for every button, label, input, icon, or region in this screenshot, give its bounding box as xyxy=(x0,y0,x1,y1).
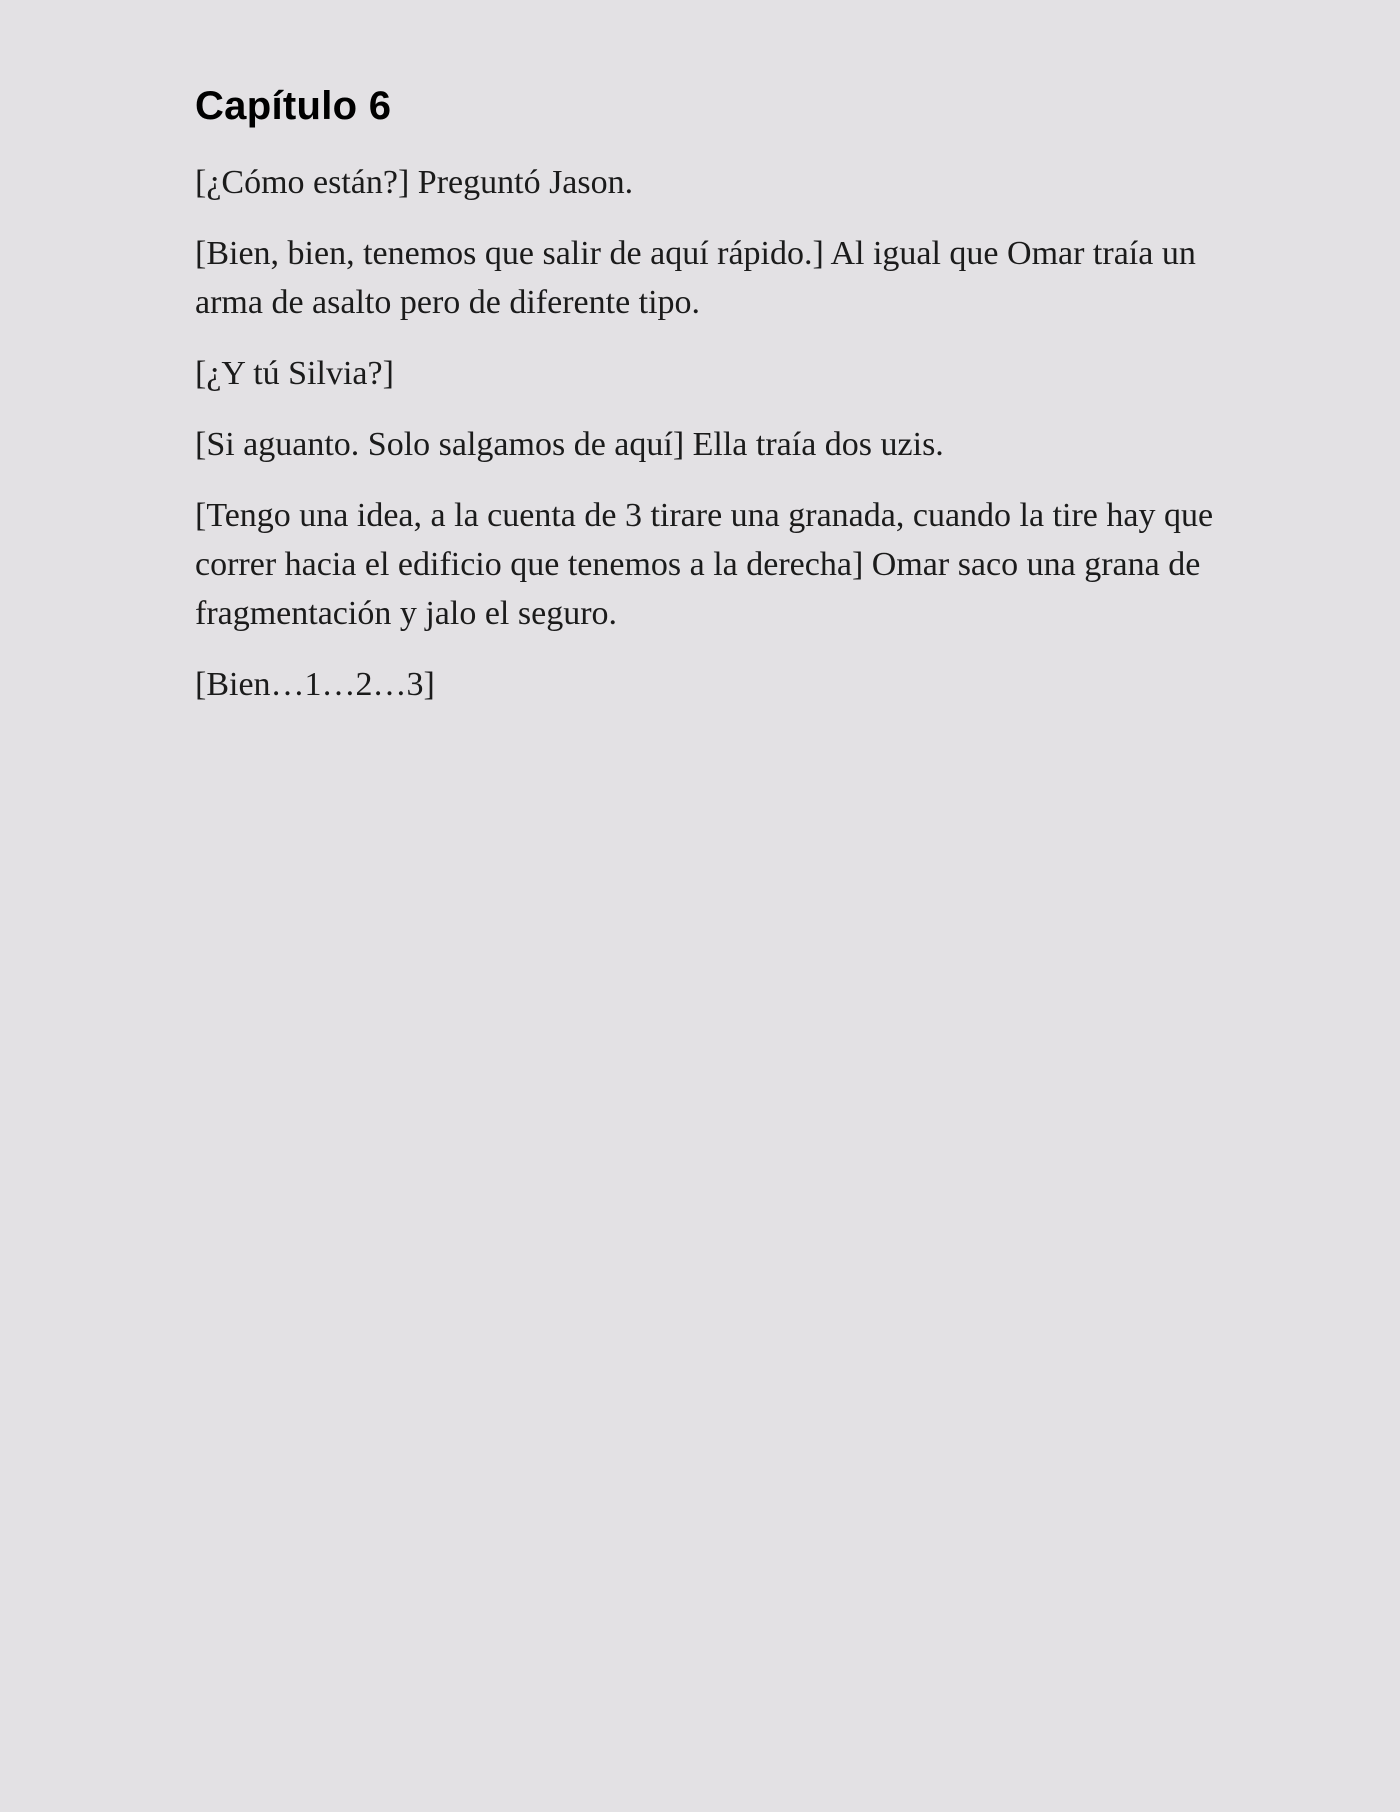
paragraph: [¿Cómo están?] Preguntó Jason. xyxy=(195,164,634,201)
paragraph: [Bien, bien, tenemos que salir de aquí rápido.] Al igual que Omar traía un arma de asalto pero de diferente tipo. xyxy=(195,235,1196,321)
document-page xyxy=(195,84,1235,731)
paragraph: [Si aguanto. Solo salgamos de aquí] Ella traía dos uzis. xyxy=(195,426,944,463)
paragraph: [¿Y tú Silvia?] xyxy=(195,355,394,392)
paragraph: [Tengo una idea, a la cuenta de 3 tirare una granada, cuando la tire hay que correr hacia el edificio que tenemos a la derecha] Omar saco una grana de fragmentación y jalo el seguro. xyxy=(195,497,1214,632)
paragraph: [Bien…1…2…3] xyxy=(195,666,435,703)
chapter-title: Capítulo 6 xyxy=(195,84,392,128)
